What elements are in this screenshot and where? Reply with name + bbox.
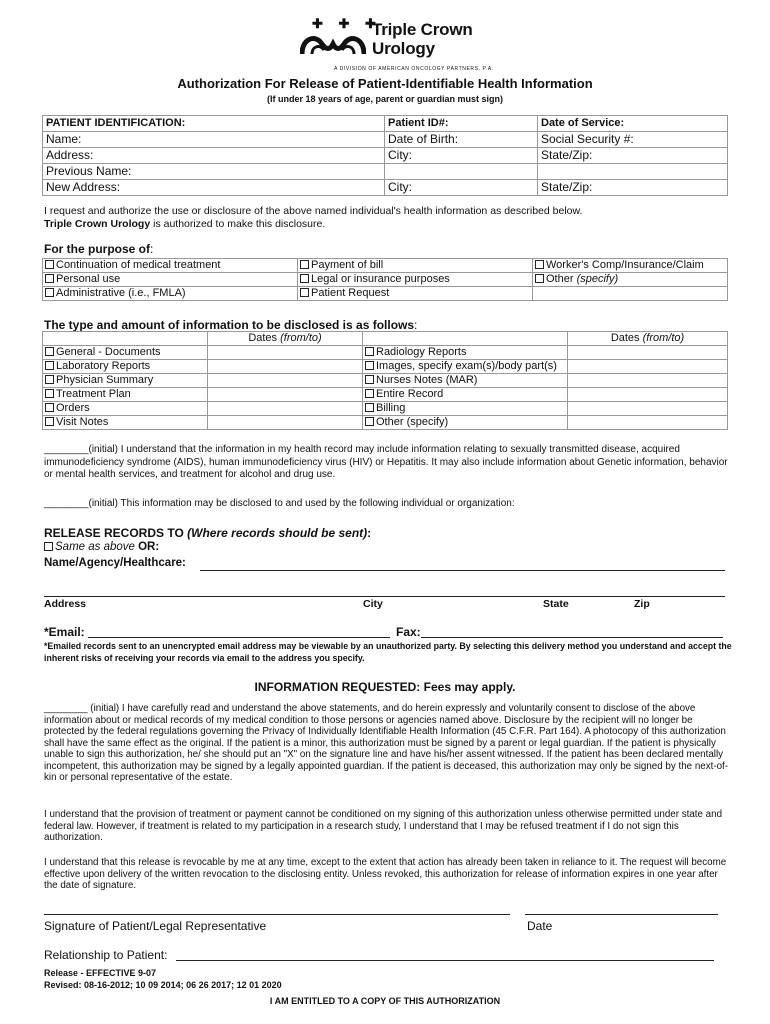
practice-name: Triple Crown Urology [44,218,151,230]
checkbox[interactable] [45,347,54,356]
checkbox[interactable] [365,347,374,356]
name-agency-line[interactable] [200,570,725,571]
purpose-heading-colon: : [150,242,154,256]
checkbox[interactable] [300,260,309,269]
dates-field[interactable] [208,402,363,416]
request-statement [44,205,582,231]
purpose-option[interactable] [533,259,728,273]
checkbox[interactable] [365,417,374,426]
state-zip-field[interactable]: State/Zip: [538,148,728,164]
table-row [43,416,728,430]
info-type-option[interactable] [43,416,208,430]
purpose-option[interactable] [533,273,728,287]
table-row [43,273,728,287]
purpose-option[interactable] [43,287,298,301]
checkbox[interactable] [365,375,374,384]
purpose-label: Patient Request [311,287,390,299]
empty-cell [538,164,728,180]
date-of-service-field[interactable]: Date of Service: [538,116,728,132]
other-specify-label: (specify) [576,273,619,285]
checkbox[interactable] [45,361,54,370]
logo-name-line2: Urology [372,39,435,58]
purpose-label: Personal use [56,273,121,285]
release-heading-colon: : [367,526,372,540]
new-state-zip-field[interactable]: State/Zip: [538,180,728,196]
signature-line[interactable] [44,914,510,915]
dates-field[interactable] [208,374,363,388]
checkbox[interactable] [300,274,309,283]
city-label: City [363,598,383,610]
purpose-label: Payment of bill [311,259,384,271]
dates-field[interactable] [568,374,728,388]
info-type-option[interactable] [363,416,568,430]
form-title: Authorization For Release of Patient-Identifiable Health Information [177,76,593,91]
empty-cell [385,164,538,180]
purpose-label: Other [546,273,577,285]
checkbox[interactable] [45,389,54,398]
information-type-table [42,331,728,430]
form-subtitle: (If under 18 years of age, parent or guardian must sign) [266,94,504,104]
table-row [43,148,728,164]
purpose-option[interactable] [298,287,533,301]
initial-recipient-statement: ________(initial) This information may be disclosed to and used by the following individual or organization: [44,498,515,509]
info-type-label: Visit Notes [56,416,109,428]
purpose-label: Administrative (i.e., FMLA) [56,287,186,299]
dates-field[interactable] [568,346,728,360]
patient-identification-header: PATIENT IDENTIFICATION: [43,116,385,132]
signature-label: Signature of Patient/Legal Representative [44,919,267,933]
dates-field[interactable] [208,388,363,402]
info-type-option[interactable] [43,388,208,402]
purpose-option[interactable] [298,259,533,273]
info-type-label: Billing [376,402,406,414]
empty-cell [533,287,728,301]
email-line[interactable] [88,637,390,638]
name-field[interactable]: Name: [43,132,385,148]
patient-identification-table [42,115,728,196]
same-as-above-option[interactable] [44,541,159,553]
date-label: Date [527,919,553,933]
purpose-table [42,258,728,301]
checkbox[interactable] [45,417,54,426]
info-type-option[interactable] [363,374,568,388]
zip-label: Zip [634,598,650,610]
social-security-field[interactable]: Social Security #: [538,132,728,148]
release-heading-text: RELEASE RECORDS TO [44,526,188,540]
checkbox[interactable] [45,375,54,384]
table-row [43,332,728,346]
initial-disclosure-statement: ________(initial) I understand that the information in my health record may include information relating to sexually transmitted disease, acquired immunodeficiency syndrome (AIDS), human immunodeficiency virus (HIV) or Hepatitis. It may also include information about Genetic information, behavior or mental health services, and treatment for alcohol and drug use. [44,444,728,480]
dates-field[interactable] [568,388,728,402]
state-label: State [543,598,569,610]
table-row [43,116,728,132]
table-row [43,360,728,374]
checkbox[interactable] [45,403,54,412]
checkbox[interactable] [365,361,374,370]
dates-field[interactable] [568,416,728,430]
dates-header-left [208,332,363,346]
request-line-2 [44,218,582,231]
new-address-field[interactable]: New Address: [43,180,385,196]
info-type-label: General - Documents [56,346,161,358]
date-line[interactable] [525,914,718,915]
info-type-label: Radiology Reports [376,346,467,358]
relationship-line[interactable] [176,960,714,961]
name-agency-label: Name/Agency/Healthcare: [44,557,186,569]
table-row [43,132,728,148]
info-type-option[interactable] [363,346,568,360]
checkbox[interactable] [300,288,309,297]
date-of-birth-field[interactable]: Date of Birth: [385,132,538,148]
purpose-label: Legal or insurance purposes [311,273,450,285]
table-row [43,402,728,416]
release-heading-italic: (Where records should be sent) [187,526,368,540]
triple-crown-urology-logo [300,16,494,72]
checkbox[interactable] [44,542,53,551]
table-row [43,259,728,273]
fax-label: Fax: [396,625,421,639]
info-type-option[interactable] [43,374,208,388]
information-requested-heading: INFORMATION REQUESTED: Fees may apply. [254,680,516,694]
info-type-option[interactable] [363,402,568,416]
logo-crown-icon [300,30,366,58]
footer-entitled: I AM ENTITLED TO A COPY OF THIS AUTHORIZATION [269,996,501,1006]
type-heading-text: The type and amount of information to be disclosed is as follows [44,318,415,332]
purpose-option[interactable] [43,273,298,287]
purpose-heading [44,242,153,256]
info-type-label: Entire Record [376,388,444,400]
city-field[interactable]: City: [385,148,538,164]
info-type-option[interactable] [43,360,208,374]
request-line-1: I request and authorize the use or disclosure of the above named individual's health information as described below. [44,205,583,217]
type-heading-colon: : [414,318,418,332]
info-type-label: Orders [56,402,90,414]
email-label: *Email: [44,625,85,639]
dates-label: Dates [610,332,643,344]
checkbox[interactable] [535,260,544,269]
table-row [43,164,728,180]
request-line-2-rest: is authorized to make this disclosure. [150,218,326,230]
table-row [43,374,728,388]
logo-crosses-icon: ✚ ✚ ✚ [312,16,382,31]
type-amount-heading [44,318,417,332]
table-row [43,287,728,301]
purpose-option[interactable] [298,273,533,287]
logo-text [372,20,473,58]
checkbox[interactable] [45,260,54,269]
address-line[interactable] [44,596,725,597]
footer-revised: Revised: 08-16-2012; 10 09 2014; 06 26 2017; 12 01 2020 [44,980,282,990]
address-field[interactable]: Address: [43,148,385,164]
info-type-label: Other (specify) [376,416,449,428]
dates-field[interactable] [568,360,728,374]
dates-header-right [568,332,728,346]
checkbox[interactable] [45,274,54,283]
purpose-option[interactable] [43,259,298,273]
footer-release: Release - EFFECTIVE 9-07 [44,968,157,978]
previous-name-field[interactable]: Previous Name: [43,164,385,180]
dates-field[interactable] [208,346,363,360]
info-type-label: Laboratory Reports [56,360,151,372]
table-row [43,388,728,402]
logo-division-text: A DIVISION OF AMERICAN ONCOLOGY PARTNERS, P.A. [334,66,494,72]
dates-field[interactable] [208,360,363,374]
checkbox[interactable] [365,403,374,412]
dates-from-to: (from/to) [280,332,322,344]
table-row [43,346,728,360]
dates-label: Dates [248,332,281,344]
purpose-label: Worker's Comp/Insurance/Claim [546,259,704,271]
purpose-heading-text: For the purpose of [44,242,150,256]
or-label: OR: [134,541,160,553]
info-type-label: Nurses Notes (MAR) [376,374,478,386]
info-type-label: Images, specify exam(s)/body part(s) [376,360,557,372]
logo-name-line1: Triple Crown [372,20,473,39]
info-type-option[interactable] [363,360,568,374]
info-type-label: Physician Summary [56,374,154,386]
treatment-condition-paragraph: I understand that the provision of treatment or payment cannot be conditioned on my signing of this authorization unless otherwise permitted under state and federal law. However, if treatment is related to my participation in a research study, I understand that I may be refused treatment if I do not sign this authorization. [44,809,723,843]
email-warning-note: *Emailed records sent to an unencrypted email address may be viewable by an unauthorized party. By selecting this delivery method you understand and accept the inherent risks of receiving your records via email to the address you specify. [44,641,732,663]
info-type-option[interactable] [43,346,208,360]
new-city-field[interactable]: City: [385,180,538,196]
checkbox[interactable] [535,274,544,283]
info-type-option[interactable] [363,388,568,402]
same-as-above-label: Same as above [55,541,135,553]
relationship-label: Relationship to Patient: [44,948,168,962]
checkbox[interactable] [45,288,54,297]
patient-id-field[interactable]: Patient ID#: [385,116,538,132]
consent-paragraph: ________ (initial) I have carefully read and understand the above statements, and do herein expressly and voluntarily consent to disclose of the above information about or medical records of my medical condition to those persons or agencies named above. Disclosure by the recipient will no longer be protected by the federal regulations governing the Privacy of Individually Identifiable Health Information (45 C.F.R. Part 164). A photocopy of this authorization shall have the same effect as the original. If the patient is a minor, this authorization must be signed by a parent or legal guardian. If the patient is physically unable to sign this authorization, he/ she should put an "X" on the signature line and have his/her assent witnessed. If the patient has been declared mentally incompetent, this authorization may be signed by a legally appointed guardian. If the patient is deceased, this authorization may only be signed by the next-of-kin or personal representative of the estate. [44,703,729,783]
dates-field[interactable] [208,416,363,430]
address-label: Address [44,598,87,610]
purpose-label: Continuation of medical treatment [56,259,221,271]
table-row [43,180,728,196]
fax-line[interactable] [421,637,723,638]
empty-cell [363,332,568,346]
info-type-option[interactable] [43,402,208,416]
release-records-heading [44,526,371,540]
info-type-label: Treatment Plan [56,388,131,400]
checkbox[interactable] [365,389,374,398]
empty-cell [43,332,208,346]
dates-from-to: (from/to) [642,332,685,344]
dates-field[interactable] [568,402,728,416]
revocation-paragraph: I understand that this release is revocable by me at any time, except to the extent that action has already been taken in reliance to it. The request will become effective upon delivery of the written revocation to the disclosing entity. Unless revoked, this authorization for release of information expires in one year after the date of signature. [44,857,727,891]
